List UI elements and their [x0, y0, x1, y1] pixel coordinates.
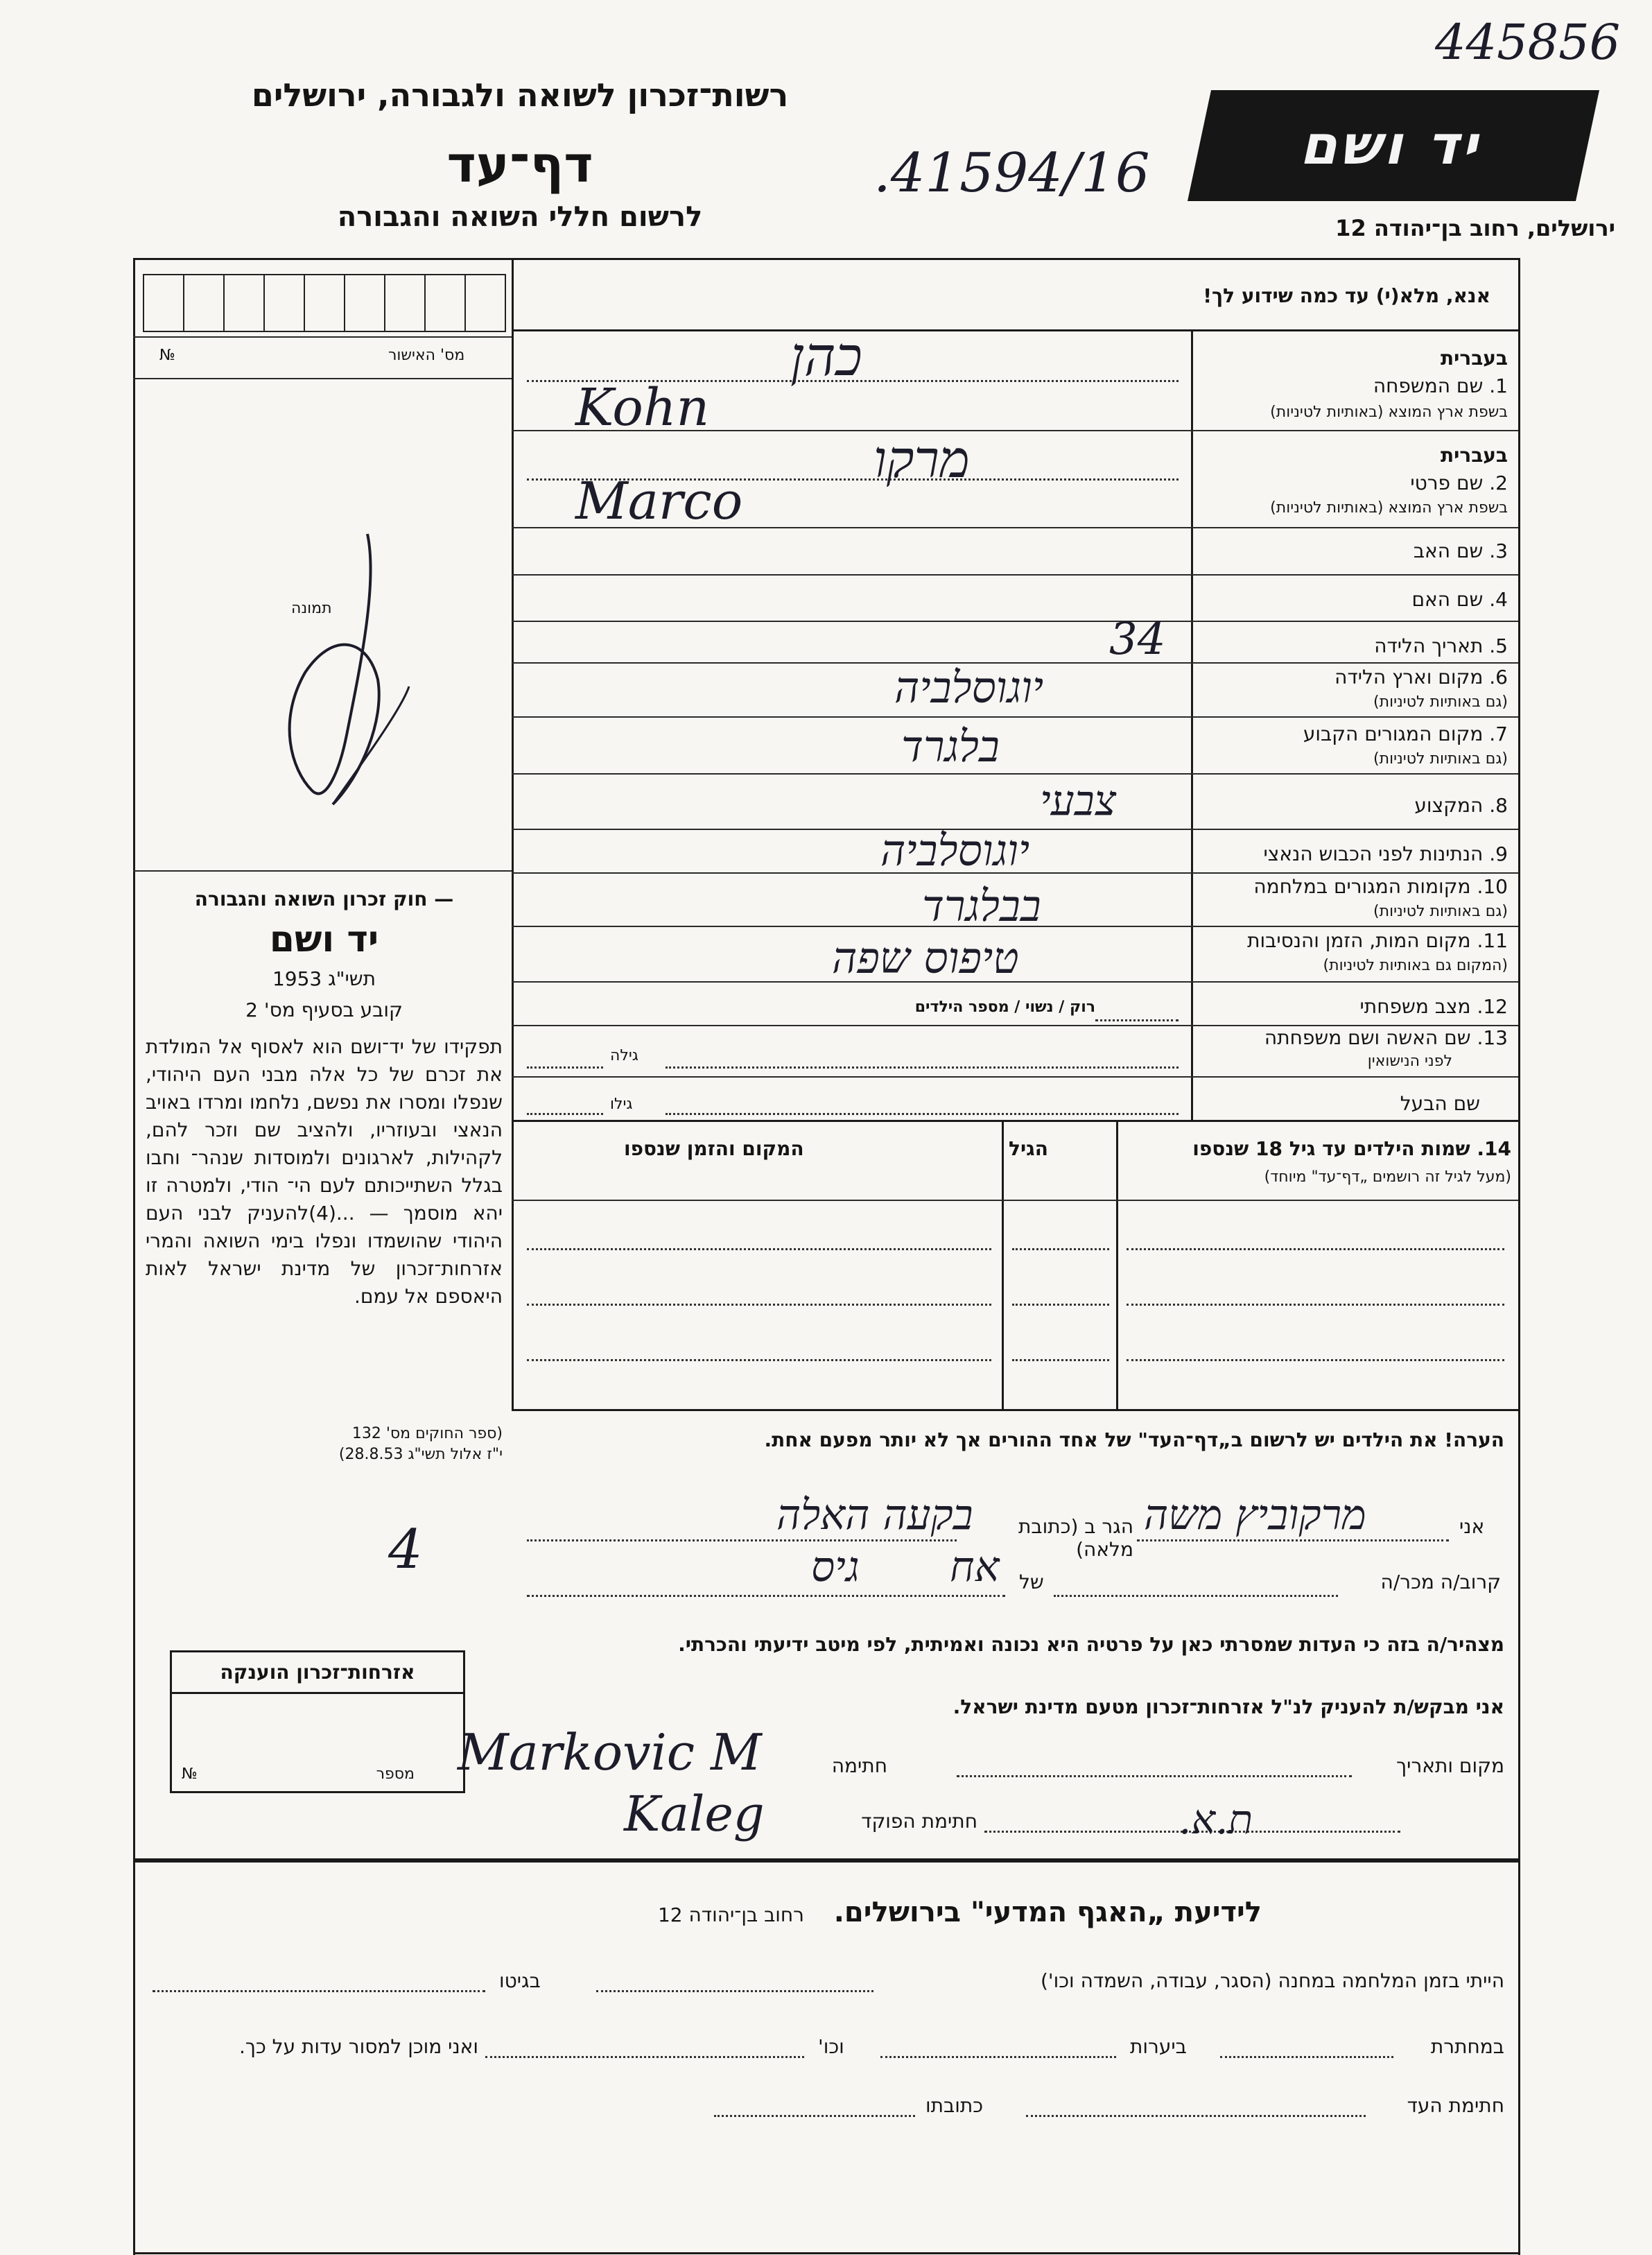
decl-request: אני מבקש/ת להעניק לנ"ל אזרחות־זכרון מטעם מדינת ישראל.: [953, 1695, 1504, 1718]
husband-age: גילו: [610, 1096, 633, 1113]
law-heading: — חוק זכרון השואה והגבורה: [194, 888, 454, 910]
field-7-sub: (גם באותיות לטיניות): [1373, 750, 1508, 768]
hw-declarant-name: מרקוביץ משה: [1144, 1491, 1366, 1539]
hw-residence: בלגרד: [901, 721, 1000, 772]
hw-profession: צבעי: [1040, 777, 1117, 825]
decl-statement: מצהיר/ה בזה כי העדות שמסרתי כאן על פרטיה היא נכונה ואמיתית, לפי מיטב ידיעתי והכרתי.: [678, 1633, 1504, 1656]
logo-text: יד ושם: [1296, 114, 1490, 177]
hw-declarant-address: בקעה האלה: [776, 1491, 973, 1539]
hw-age: 34: [1109, 614, 1166, 665]
law-body: תפקידו של יד־ושם הוא לאסוף אל המולדת את זכרם של כל אלה מבני העם היהודי, שנפלו ומסרו את נפשם, נלחמו ומרדו באויב הנאצי ובעוזריו, ולהציב שם וזכר להם, לקהילות, לארגונים ולמוסדות שנהר־ וחבו בגלל השתייכותם לעם הי־ הודי, ולמטרה זו יהא מוסמך — ...(4)להעניק לבני העם היהודי שהושמדו ונפלו בימי השואה והמרי אזרחות־זכרון של מדינת ישראל לאות היאספם אל עמם.: [146, 1035, 503, 1308]
hw-surname-lat: Kohn: [575, 378, 710, 438]
authority-name: רשות־זכרון לשואה ולגבורה, ירושלים: [251, 76, 789, 114]
field-2-label: 2. שם פרטי: [1410, 472, 1508, 494]
decl-i: אני: [1459, 1515, 1485, 1538]
approval-boxes: [143, 274, 506, 332]
field-6-sub: (גם באותיות לטיניות): [1373, 693, 1508, 711]
field-4-label: 4. שם האם: [1411, 588, 1508, 611]
field-3-label: 3. שם האב: [1413, 539, 1508, 562]
approval-no: №: [159, 347, 175, 364]
hw-death-place: טיפוס שפה: [832, 933, 1019, 983]
bottom-line1: הייתי בזמן המלחמה במחנה (הסגר, עבודה, השמדה וכו'): [1040, 1969, 1504, 1992]
decl-officer: חתימת הפוקד: [861, 1810, 977, 1833]
field-1-heb: בעברית: [1440, 347, 1508, 370]
decl-relative: קרוב/ה מכר/ה: [1380, 1571, 1501, 1593]
field-13-age: גילה: [610, 1047, 638, 1064]
citizenship-no: №: [182, 1765, 198, 1783]
bottom-etc: וכו': [818, 2035, 844, 2058]
bottom-address: רחוב בן־יהודה 12: [657, 1903, 804, 1926]
photo-scribble: [263, 527, 444, 818]
bottom-address-label: כתובתו: [925, 2094, 984, 2117]
husband-label: שם הבעל: [1400, 1092, 1480, 1115]
bottom-witness-signature: חתימת העד: [1407, 2094, 1504, 2117]
bottom-title: לידיעת „האגף המדעי" בירושלים.: [833, 1897, 1262, 1928]
hw-signature: Markovic M: [458, 1723, 762, 1781]
citizenship-box: [170, 1650, 465, 1793]
yad-vashem-logo: [1188, 90, 1599, 201]
hw-officer-signature: Kaleg: [624, 1786, 765, 1842]
decl-of: של: [1019, 1571, 1044, 1593]
hw-wartime-places: בבלגרד: [922, 881, 1041, 931]
field-6-label: 6. מקום וארץ הלידה: [1334, 666, 1508, 689]
hw-birthplace: יוגוסלביה: [894, 662, 1044, 713]
hw-relation-of: אח: [950, 1543, 1000, 1591]
field-1-label: 1. שם המשפחה: [1373, 374, 1508, 397]
decl-place-date: מקום ותאריך: [1396, 1754, 1504, 1777]
law-name: יד ושם: [269, 919, 379, 960]
field-9-label: 9. הנתינות לפני הכבוש הנאצי: [1263, 843, 1508, 865]
citizenship-number: מספר: [376, 1765, 415, 1783]
bottom-ready: ואני מוכן למסור עדות על כך.: [239, 2035, 478, 2058]
hw-surname-heb: כהן: [790, 326, 862, 388]
field-13-sub: לפני הנישואין: [1367, 1053, 1452, 1070]
field-11-sub: (המקום גם באותיות לטיניות): [1323, 957, 1508, 974]
instruction-text: אנא, מלא(י) עד כמה שידוע לך!: [1203, 284, 1490, 307]
form-number: .41594/16: [873, 142, 1150, 205]
law-citation-2: י"ז אלול תשי"ג 28.8.53): [338, 1446, 503, 1463]
approval-label: מס' האישור: [388, 347, 465, 364]
field-2-heb: בעברית: [1440, 444, 1508, 467]
field-1-sub: בשפת ארץ המוצא (באותיות לטיניות): [1270, 404, 1508, 421]
citizenship-title: אזרחות־זכרון הוענקה: [172, 1652, 463, 1694]
hw-given-heb: מרקו: [873, 430, 970, 490]
law-clause: קובע בסעיף מס' 2: [245, 999, 403, 1021]
form-title: דף־עד: [446, 135, 593, 193]
hw-address-number: 4: [388, 1519, 423, 1581]
field-8-label: 8. המקצוע: [1414, 794, 1508, 817]
hw-citizenship: יוגוסלביה: [880, 825, 1030, 876]
field-14-sub: (מעל לגיל זה רושמים „דף־עד" מיוחד): [1264, 1168, 1511, 1186]
bottom-forests: ביערות: [1130, 2035, 1187, 2058]
field-12-label: 12. מצב משפחתי: [1359, 995, 1508, 1018]
field-13-label: 13. שם האשה ושם משפחתה: [1264, 1026, 1508, 1049]
field-12-options: רוק / נשוי / מספר הילדים: [914, 999, 1095, 1016]
field-2-sub: בשפת ארץ המוצא (באותיות לטיניות): [1270, 499, 1508, 517]
form-subtitle: לרשום חללי השואה והגבורה: [337, 201, 703, 233]
col-place-header: המקום והזמן שנספו: [624, 1137, 804, 1160]
field-10-label: 10. מקומות המגורים במלחמה: [1253, 875, 1508, 898]
decl-signature: חתימה: [831, 1754, 887, 1777]
field-14-label: 14. שמות הילדים עד גיל 18 שנספו: [1192, 1137, 1511, 1160]
field-5-label: 5. תאריך הלידה: [1374, 634, 1508, 657]
field-7-label: 7. מקום המגורים הקבוע: [1303, 723, 1508, 745]
note-text: הערה! את הילדים יש לרשום ב„דף־העד" של אחד ההורים אך לא יותר מפעם אחת.: [764, 1428, 1504, 1451]
hw-given-lat: Marco: [575, 472, 743, 531]
hw-place-date: ת.א.: [1179, 1796, 1253, 1843]
bottom-ghetto: בגיטו: [499, 1969, 541, 1992]
col-age-header: הגיל: [1009, 1137, 1048, 1160]
hw-relation: גיס: [811, 1543, 860, 1591]
decl-resident: הגר ב (כתובת מלאה): [1018, 1515, 1133, 1561]
header-address: ירושלים, רחוב בן־יהודה 12: [1335, 215, 1615, 241]
photo-label: תמונה: [291, 600, 332, 617]
bottom-underground: במחתרת: [1430, 2035, 1504, 2058]
field-11-label: 11. מקום המות, הזמן והנסיבות: [1247, 929, 1508, 952]
law-year: תשי"ג 1953: [272, 967, 376, 990]
archive-number: 445856: [1435, 14, 1621, 71]
law-citation-1: (ספר החוקים מס' 132: [351, 1425, 503, 1442]
field-10-sub: (גם באותיות לטיניות): [1373, 903, 1508, 920]
